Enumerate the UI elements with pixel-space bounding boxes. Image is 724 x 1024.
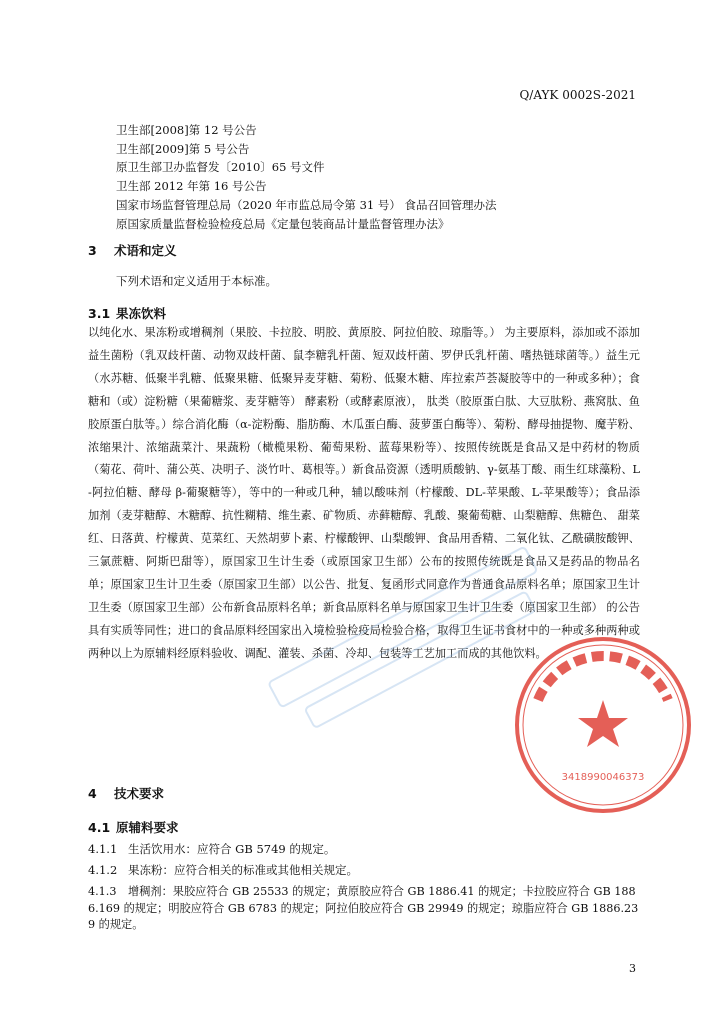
- requirement-item: [88, 841, 335, 857]
- section-title: 术语和定义: [114, 243, 177, 258]
- reference-item: 原卫生部卫办监督发〔2010〕65 号文件: [116, 160, 325, 175]
- seal-serial: 3418990046373: [561, 772, 645, 783]
- item-number: 4.1.2: [88, 863, 118, 877]
- subsection-number: 3.1: [88, 306, 111, 321]
- page-number: 3: [629, 962, 636, 975]
- reference-list: [116, 121, 497, 233]
- subsection-number: 4.1: [88, 820, 111, 835]
- item-text: 生活饮用水：应符合 GB 5749 的规定。: [128, 842, 336, 856]
- section-number: 3: [88, 243, 97, 258]
- subsection-title: 原辅料要求: [116, 820, 179, 835]
- section-4-1-heading: [88, 818, 179, 836]
- reference-item: 原国家质量监督检验检疫总局《定量包装商品计量监督管理办法》: [116, 216, 450, 231]
- item-text: 增稠剂：果胶应符合 GB 25533 的规定；黄原胶应符合 GB 1886.41 的规定；卡拉胶应符合 GB 1886.169 的规定；明胶应符合 GB 6783 的规定；阿拉伯胶应符合 GB 29949 的规定；琼脂应符合 GB 1886.239 的规定。: [88, 885, 639, 931]
- section-3-heading: [88, 241, 177, 259]
- reference-item: 卫生部 2012 年第 16 号公告: [116, 179, 267, 194]
- section-3-1-heading: [88, 304, 166, 322]
- reference-item: 国家市场监督管理总局（2020 年市监总局令第 31 号） 食品召回管理办法: [116, 197, 497, 212]
- reference-item: 卫生部[2008]第 12 号公告: [116, 123, 257, 137]
- section-title: 技术要求: [114, 786, 165, 801]
- requirement-item: [88, 884, 640, 934]
- reference-item: 卫生部[2009]第 5 号公告: [116, 141, 250, 156]
- item-text: 果冻粉：应符合相关的标准或其他相关规定。: [128, 863, 358, 877]
- item-number: 4.1.1: [88, 842, 118, 856]
- subsection-title: 果冻饮料: [116, 306, 167, 321]
- section-3-1-body: 以纯化水、果冻粉或增稠剂（果胶、卡拉胶、明胶、黄原胶、阿拉伯胶、琼脂等。） 为主要原料，添加或不添加益生菌粉（乳双歧杆菌、动物双歧杆菌、鼠李糖乳杆菌、短双歧杆菌、罗伊氏乳杆菌、嗜热链球菌等。）益生元（水苏糖、低聚半乳糖、低聚果糖、低聚异麦芽糖、菊粉、低聚木糖、库拉索芦荟凝胶等中的一种或多种）；食糖和（或）淀粉糖（果葡糖浆、麦芽糖等） 酵素粉（或酵素原液）， 肽类（胶原蛋白肽、大豆肽粉、燕窝肽、鱼胶原蛋白肽等。）综合消化酶（α-淀粉酶、脂肪酶、木瓜蛋白酶、菠萝蛋白酶等）、菊粉、酵母抽提物、魔芋粉、浓缩果汁、浓缩蔬菜汁、果蔬粉（橄榄果粉、葡萄果粉、蓝莓果粉等）、按照传统既是食品又是中药材的物质（菊花、荷叶、蒲公英、决明子、淡竹叶、葛根等。）新食品资源（透明质酸钠、γ-氨基丁酸、雨生红球藻粉、L-阿拉伯糖、酵母 β-葡聚糖等），等中的一种或几种，辅以酸味剂（柠檬酸、DL-苹果酸、L-苹果酸等）；食品添加剂（麦芽糖醇、木糖醇、抗性糊精、维生素、矿物质、赤藓糖醇、乳酸、聚葡萄糖、山梨糖醇、焦糖色、 甜菜红、日落黄、柠檬黄、苋菜红、天然胡萝卜素、柠檬酸钾、山梨酸钾、食品用香精、二氧化钛、乙酰磺胺酸钾、三氯蔗糖、阿斯巴甜等），原国家卫生计生委（或原国家卫生部）公布的按照传统既是食品又是药品的物品名单；原国家卫生计卫生委（原国家卫生部）以公告、批复、复函形式同意作为普通食品原料名单；原国家卫生计卫生委（原国家卫生部）公布新食品原料名单；新食品原料名单与原国家卫生计卫生委（原国家卫生部） 的公告具有实质等同性；进口的食品原料经国家出入境检验检疫局检验合格，取得卫生证书食材中的一种或多种两种或两种以上为原辅料经原料验收、调配、灌装、杀菌、冷却、包装等工艺加工而成的其他饮料。: [88, 326, 640, 660]
- requirement-item: [88, 862, 358, 878]
- standard-code: Q/AYK 0002S-2021: [519, 88, 636, 102]
- section-number: 4: [88, 786, 97, 801]
- section-3-intro: 下列术语和定义适用于本标准。: [116, 274, 277, 288]
- item-number: 4.1.3: [88, 885, 117, 898]
- section-4-heading: [88, 784, 164, 802]
